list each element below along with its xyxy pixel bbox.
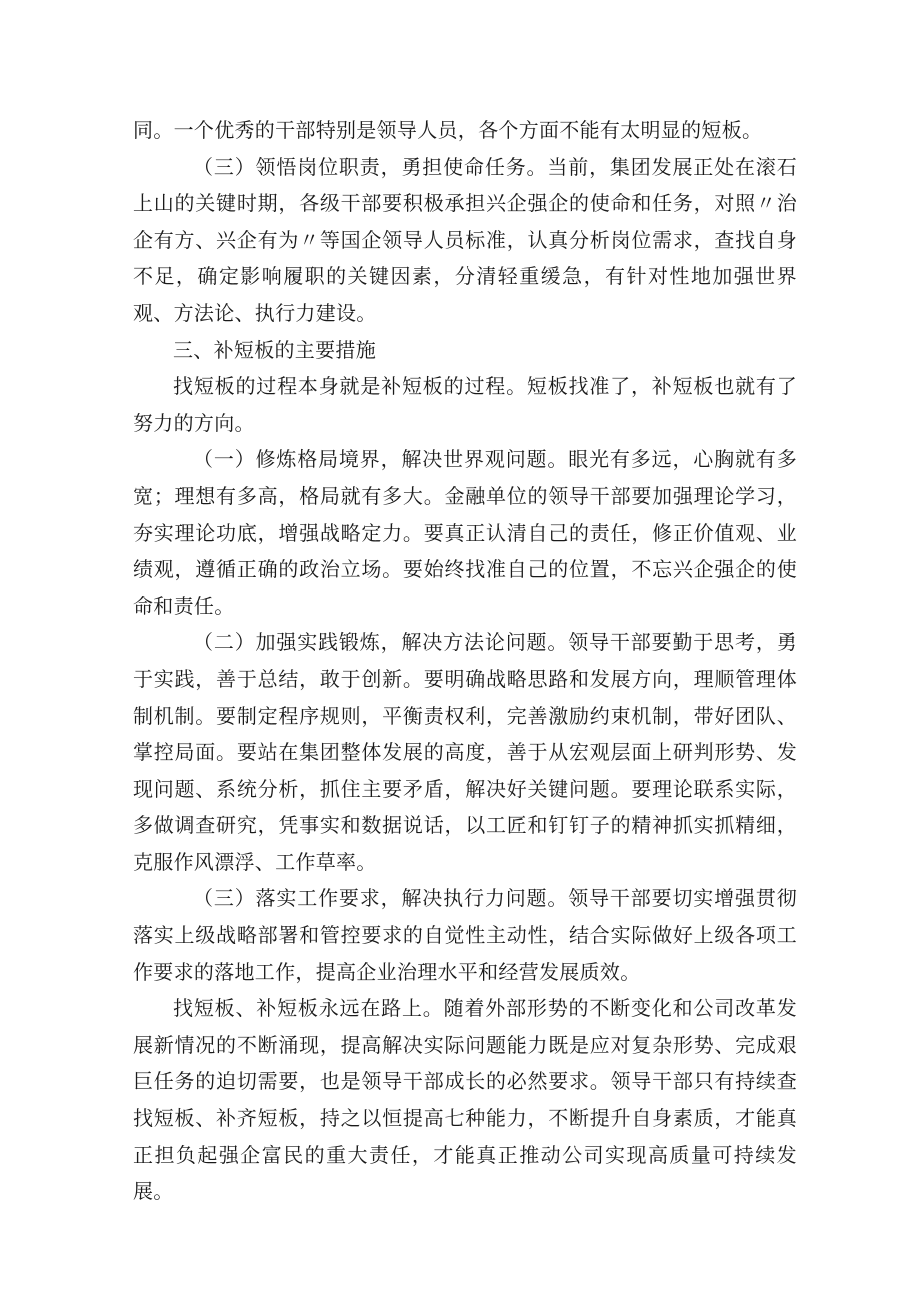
paragraph-section-3-1: （一）修炼格局境界，解决世界观问题。眼光有多远，心胸就有多宽；理想有多高，格局就有多大。金融单位的领导干部要加强理论学习，夯实理论功底，增强战略定力。要真正认清自己的责任，修正价值观、业绩观，遵循正确的政治立场。要始终找准自己的位置，不忘兴企强企的使命和责任。 — [133, 447, 797, 618]
document-body — [133, 112, 797, 1210]
paragraph-section-3-2: （二）加强实践锻炼，解决方法论问题。领导干部要勤于思考，勇于实践，善于总结，敢于创新。要明确战略思路和发展方向，理顺管理体制机制。要制定程序规则，平衡责权利，完善激励约束机制，带好团队、掌控局面。要站在集团整体发展的高度，善于从宏观层面上研判形势、发现问题、系统分析，抓住主要矛盾，解决好关键问题。要理论联系实际，多做调查研究，凭事实和数据说话，以工匠和钉钉子的精神抓实抓精细，克服作风漂浮、工作草率。 — [133, 630, 797, 874]
paragraph-section-3-3: （三）落实工作要求，解决执行力问题。领导干部要切实增强贯彻落实上级战略部署和管控要求的自觉性主动性，结合实际做好上级各项工作要求的落地工作，提高企业治理水平和经营发展质效。 — [133, 886, 797, 984]
paragraph-intro: 找短板的过程本身就是补短板的过程。短板找准了，补短板也就有了努力的方向。 — [133, 374, 797, 435]
paragraph-section-2-3: （三）领悟岗位职责，勇担使命任务。当前，集团发展正处在滚石上山的关键时期，各级干部要积极承担兴企强企的使命和任务，对照〃治企有方、兴企有为〃等国企领导人员标准，认真分析岗位需求，查找自身不足，确定影响履职的关键因素，分清轻重缓急，有针对性地加强世界观、方法论、执行力建设。 — [133, 154, 797, 325]
paragraph-continuation: 同。一个优秀的干部特别是领导人员，各个方面不能有太明显的短板。 — [133, 118, 763, 142]
paragraph-conclusion: 找短板、补短板永远在路上。随着外部形势的不断变化和公司改革发展新情况的不断涌现，提高解决实际问题能力既是应对复杂形势、完成艰巨任务的迫切需要，也是领导干部成长的必然要求。领导干部只有持续查找短板、补齐短板，持之以恒提高七种能力，不断提升自身素质，才能真正担负起强企富民的重大责任，才能真正推动公司实现高质量可持续发展。 — [133, 996, 797, 1204]
section-heading-3: 三、补短板的主要措施 — [173, 337, 376, 362]
